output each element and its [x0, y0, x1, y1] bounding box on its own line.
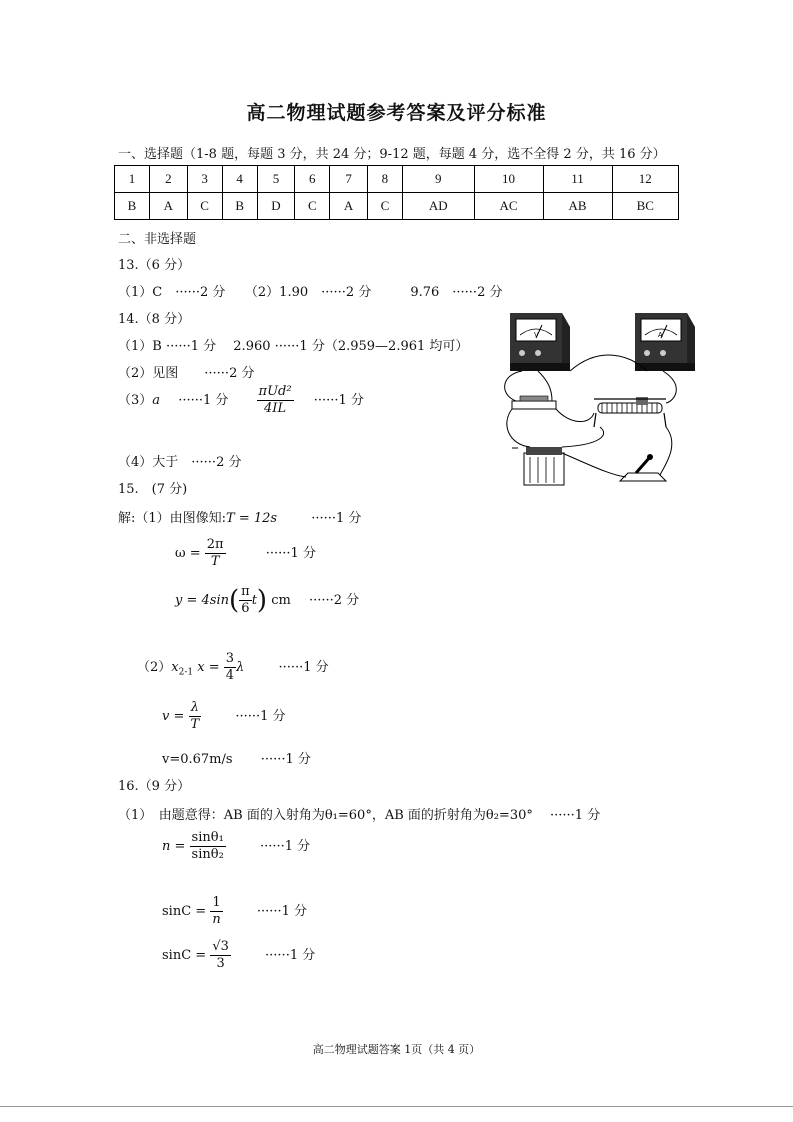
answer-cell: AB — [543, 193, 612, 220]
q14-frac-denominator: 4IL — [264, 401, 287, 416]
q15-v-lhs: v = — [162, 709, 185, 724]
q16-c2-fraction — [210, 939, 231, 972]
q14-line3-score1: ······1 分 — [178, 393, 229, 408]
question-number-cell: 11 — [543, 166, 612, 193]
q15-p2-score: ······1 分 — [278, 660, 329, 675]
q15-y-den: 6 — [241, 601, 250, 616]
question-number-cell: 9 — [402, 166, 474, 193]
q15-velocity-equation — [162, 700, 286, 733]
question-number-cell: 3 — [187, 166, 222, 193]
q16-n-den: sinθ₂ — [191, 847, 224, 862]
q14-resistivity-fraction — [257, 384, 294, 417]
answer-cell: A — [330, 193, 368, 220]
q14-line3-score2: ······1 分 — [313, 393, 364, 408]
q14-line1: （1）B ······1 分 2.960 ······1 分（2.959—2.961 均可） — [118, 339, 469, 354]
answer-table — [114, 165, 679, 220]
q15-omega-equation — [175, 537, 316, 570]
q15-heading: 15. (7 分) — [118, 482, 188, 497]
q16-n-equation — [162, 830, 310, 863]
q15-v-fraction — [189, 700, 202, 733]
q15-p2-fraction — [224, 651, 236, 684]
q15-y-t: t — [251, 593, 257, 608]
q14-frac-numerator: πUd² — [258, 384, 292, 399]
answer-cell: C — [367, 193, 402, 220]
page-title: 高二物理试题参考答案及评分标准 — [246, 102, 547, 124]
q15-p2-den: 4 — [225, 668, 235, 683]
q15-line1-score: ······1 分 — [311, 511, 362, 526]
answer-cell: C — [187, 193, 222, 220]
q16-heading: 16.（9 分） — [118, 779, 191, 794]
q15-v-num: λ — [189, 700, 202, 717]
q15-velocity-result — [162, 748, 311, 767]
q14-line4: （4）大于 ······2 分 — [118, 455, 242, 470]
question-number-cell: 12 — [612, 166, 678, 193]
page-footer: 高二物理试题答案 1页（共 4 页） — [312, 1043, 481, 1056]
answer-cell: A — [150, 193, 188, 220]
q15-v-den: T — [190, 717, 200, 732]
q16-n-lhs: n = — [162, 839, 186, 854]
voltmeter — [510, 313, 570, 371]
q15-line1-prefix: 解:（1）由图像知: — [118, 511, 227, 526]
q14-line3-prefix: （3） — [118, 393, 153, 408]
q15-period-equation: T = 12s — [226, 511, 278, 526]
q15-line1 — [118, 507, 361, 526]
answer-cell: D — [257, 193, 295, 220]
question-number-cell: 7 — [330, 166, 368, 193]
q13-heading: 13.（6 分） — [118, 258, 191, 273]
q15-y-num: π — [241, 584, 250, 599]
q14-line3 — [118, 384, 364, 417]
circuit-diagram — [490, 305, 700, 490]
q15-omega-den: T — [210, 554, 220, 569]
q16-sinC-equation-2 — [162, 939, 315, 972]
answer-cell: B — [115, 193, 150, 220]
answer-cell: AC — [474, 193, 543, 220]
q16-c2-num: √3 — [212, 939, 229, 954]
q16-c1-score: ······1 分 — [256, 904, 308, 919]
q16-c1-num: 1 — [210, 895, 222, 912]
section2-heading: 二、非选择题 — [118, 232, 197, 247]
q15-p2-lambda: λ — [236, 660, 245, 675]
q15-part2-equation — [137, 651, 329, 684]
q16-c2-lhs: sinC = — [162, 948, 207, 963]
ammeter-symbol: A — [658, 332, 663, 339]
q15-p2-sub: 2-1 — [178, 667, 194, 678]
question-number-cell: 1 — [115, 166, 150, 193]
bottom-divider — [0, 1106, 793, 1107]
q15-omega-score: ······1 分 — [265, 546, 316, 561]
question-number-cell: 5 — [257, 166, 295, 193]
table-row-numbers — [115, 166, 679, 193]
answer-cell: AD — [402, 193, 474, 220]
q16-c1-den: n — [212, 912, 221, 927]
q15-p2-eq: = — [208, 660, 220, 675]
voltmeter-symbol: V — [534, 332, 539, 339]
answer-cell: BC — [612, 193, 678, 220]
q15-v-score: ······1 分 — [235, 709, 286, 724]
question-number-cell: 6 — [295, 166, 330, 193]
battery — [512, 447, 564, 485]
q15-v-result: v=0.67m/s — [162, 752, 233, 767]
q14-line2: （2）见图 ······2 分 — [118, 366, 255, 381]
q15-omega-lhs: ω = — [175, 546, 201, 561]
q15-p2-num: 3 — [225, 651, 235, 666]
q16-c1-lhs: sinC = — [162, 904, 207, 919]
q16-n-fraction — [190, 830, 226, 863]
q14-heading: 14.（8 分） — [118, 312, 191, 327]
q15-p2-mid: x — [197, 660, 205, 675]
question-number-cell: 10 — [474, 166, 543, 193]
q15-omega-fraction — [205, 537, 226, 570]
q15-y-lhs: y = 4sin — [175, 593, 229, 608]
q15-y-equation: y = 4sin( $\frac{\pi}{6}$ t) cm ······2 分 — [175, 584, 360, 616]
table-row-answers — [115, 193, 679, 220]
q16-sinC-equation-1 — [162, 895, 307, 928]
question-number-cell: 8 — [367, 166, 402, 193]
q16-c1-fraction — [210, 895, 222, 928]
q15-y-fraction — [239, 584, 252, 617]
q15-p2-lhs: x — [171, 660, 179, 675]
ammeter — [635, 313, 695, 371]
q13-answer-line: （1）C ······2 分 （2）1.90 ······2 分 9.76 ······2 分 — [118, 285, 503, 300]
answer-cell: C — [295, 193, 330, 220]
rheostat — [594, 397, 666, 427]
question-number-cell: 2 — [150, 166, 188, 193]
resistor-wire — [512, 396, 556, 409]
question-number-cell: 4 — [222, 166, 257, 193]
q15-omega-num: 2π — [206, 537, 224, 552]
q15-y-score: ······2 分 — [308, 593, 360, 608]
q16-n-num: sinθ₁ — [191, 830, 224, 845]
q15-v-result-score: ······1 分 — [260, 752, 311, 767]
q16-c2-den: 3 — [216, 956, 225, 971]
q16-line1: （1） 由题意得：AB 面的入射角为θ₁=60°，AB 面的折射角为θ₂=30° ······1 分 — [118, 808, 601, 823]
q16-n-score: ······1 分 — [259, 839, 311, 854]
q15-p2-prefix: （2） — [137, 660, 172, 675]
switch — [620, 454, 666, 481]
q16-c2-score: ······1 分 — [265, 948, 316, 963]
q14-line3-a: a — [152, 393, 161, 408]
answer-cell: B — [222, 193, 257, 220]
section1-heading: 一、选择题（1-8 题，每题 3 分，共 24 分；9-12 题，每题 4 分，选不全得 2 分，共 16 分） — [118, 147, 666, 162]
q15-y-unit: cm — [271, 593, 291, 608]
